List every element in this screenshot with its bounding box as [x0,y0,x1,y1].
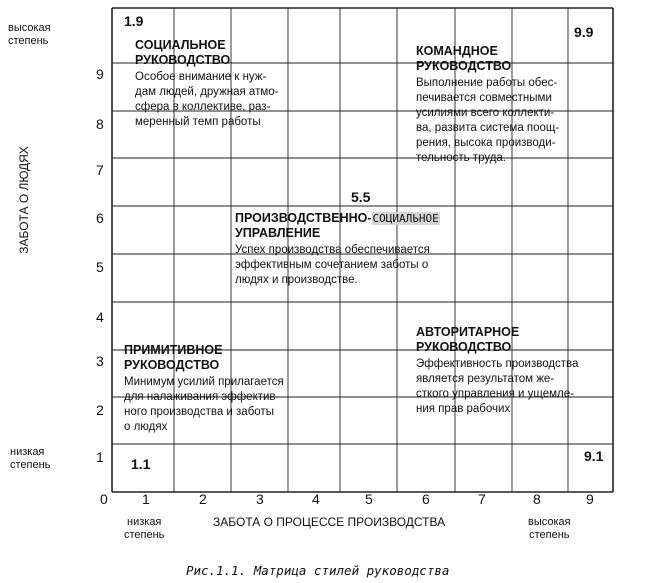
coord-1-1: 1.1 [131,456,151,472]
y-axis-title: ЗАБОТА О ЛЮДЯХ [17,146,31,254]
y-tick-8: 8 [96,116,104,132]
style-middle-title: ПРОИЗВОДСТВЕННО-СОЦИАЛЬНОЕ УПРАВЛЕНИЕ [235,211,439,240]
x-tick-5: 5 [365,491,373,507]
style-social-title: СОЦИАЛЬНОЕ РУКОВОДСТВО [135,38,231,67]
x-axis-high-label: высокая степень [528,516,571,541]
y-tick-9: 9 [96,66,104,82]
coord-1-9: 1.9 [124,13,144,29]
style-middle [235,211,515,288]
y-tick-5: 5 [96,259,104,275]
coord-5-5: 5.5 [351,189,371,205]
style-authoritarian-description: Эффективность производства является результатом же- сткого управления и ущемле- ния прав рабочих [416,358,579,415]
y-tick-6: 6 [96,210,104,226]
axis-origin-label: 0 [100,491,108,507]
x-tick-4: 4 [312,491,320,507]
x-axis-low-label: низкая степень [124,516,165,541]
style-social [135,38,315,130]
x-tick-2: 2 [199,491,207,507]
y-tick-1: 1 [96,449,104,465]
coord-9-1: 9.1 [584,448,604,464]
x-tick-6: 6 [422,491,430,507]
style-primitive [124,343,324,435]
style-team-description: Выполнение работы обес- печивается совместными усилиями всего коллекти- ва, развита система поощ- рения, высока производи- тельность труда. [416,77,560,164]
style-primitive-title: ПРИМИТИВНОЕ РУКОВОДСТВО [124,343,223,372]
y-tick-7: 7 [96,162,104,178]
y-axis-high-label: высокая степень [8,22,51,47]
figure-caption: Рис.1.1. Матрица стилей руководства [186,563,450,578]
style-authoritarian-title: АВТОРИТАРНОЕ РУКОВОДСТВО [416,325,520,354]
coord-9-9: 9.9 [574,24,594,40]
style-team-title: КОМАНДНОЕ РУКОВОДСТВО [416,44,512,73]
x-tick-3: 3 [256,491,264,507]
x-tick-1: 1 [142,491,150,507]
y-tick-2: 2 [96,402,104,418]
x-tick-8: 8 [533,491,541,507]
style-team [416,44,606,166]
y-tick-4: 4 [96,309,104,325]
y-axis-low-label: низкая степень [10,446,51,471]
x-tick-9: 9 [586,491,594,507]
style-authoritarian [416,325,616,417]
x-axis-title: ЗАБОТА О ПРОЦЕССЕ ПРОИЗВОДСТВА [213,515,446,529]
style-social-description: Особое внимание к нуж- дам людей, дружная атмо- сфера в коллективе, раз- меренный темп работы [135,71,279,128]
style-middle-description: Успех производства обеспечивается эффективным сочетанием заботы о людях и производстве. [235,244,430,286]
style-primitive-description: Минимум усилий прилагается для налаживания эффектив- ного производства и заботы о людях [124,376,284,433]
y-tick-3: 3 [96,353,104,369]
x-tick-7: 7 [478,491,486,507]
